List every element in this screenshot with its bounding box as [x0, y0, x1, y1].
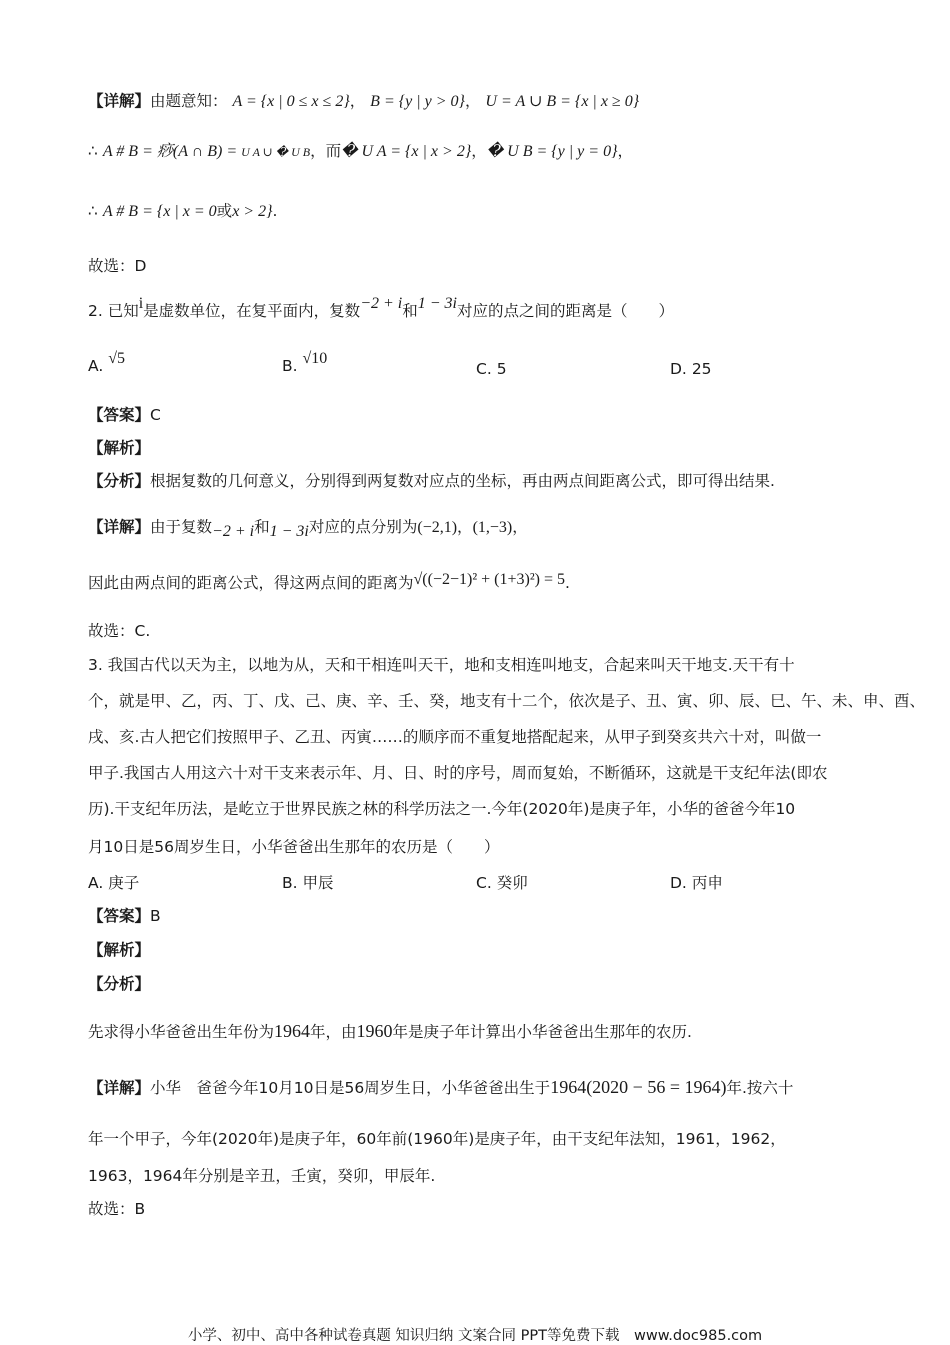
q3-option-d: [670, 872, 723, 894]
q1-set-u: U = A ∪ B = {x | x ≥ 0}: [485, 93, 640, 110]
q3-stem-line-5: 历).干支纪年历法，是屹立于世界民族之林的科学历法之一.今年(2020年)是庚子年，小华的爸爸今年10: [88, 800, 796, 818]
q3-answer: [88, 905, 161, 927]
q2-detail-z1: −2 + i: [212, 523, 255, 540]
q2-option-a-value: √5: [108, 350, 125, 367]
q2-z2: 1 − 3i: [417, 295, 457, 312]
q2-z1: −2 + i: [360, 295, 403, 312]
q2-detail-line1: [88, 516, 528, 539]
q1-line2-end: ，: [617, 142, 633, 160]
q2-fenxi-label: 【分析】: [88, 472, 151, 490]
q3-stem-line-2: 个，就是甲、乙，丙、丁、戊、己、庚、辛、壬、癸，地支有十二个，依次是子、丑、寅、卯、辰、巳、午、未、申、酉、: [88, 692, 926, 710]
q1-line2-expr4: � U B = {y | y = 0}: [486, 143, 618, 160]
q2-point-end: ，: [512, 518, 528, 536]
q3-detail-line1: [88, 1076, 793, 1099]
q3-detail-b: 年.按六十: [726, 1079, 794, 1097]
page-footer: 小学、初中、高中各种试卷真题 知识归纳 文案合同 PPT等免费下载 www.doc985.com: [187, 1328, 763, 1344]
q3-fenxi-a: 先求得小华爸爸出生年份为: [88, 1023, 275, 1041]
q2-stem-b: 是虚数单位，在复平面内，复数: [143, 302, 361, 320]
q2-dist-end: .: [564, 574, 570, 592]
q1-detail-label: 【详解】: [88, 92, 151, 110]
q2-answer: [88, 404, 161, 426]
q3-conclusion: 故选：B: [88, 1200, 146, 1218]
q2-option-b-label: B.: [282, 357, 298, 375]
q3-detail-expr: 1964(2020 − 56 = 1964): [550, 1077, 727, 1097]
q2-point-1: (−2,1): [417, 519, 458, 536]
q3-stem-line-3: 戌、亥.古人把它们按照甲子、乙丑、丙寅……的顺序而不重复地搭配起来，从甲子到癸亥共六十对，叫做一: [88, 728, 822, 746]
q3-stem-line-1: 3. 我国古代以天为主，以地为从，天和干相连叫天干，地和支相连叫地支，合起来叫天干地支.天干有十: [88, 656, 795, 674]
q1-detail-line1: [88, 90, 639, 113]
q1-sep1: ，: [349, 92, 366, 110]
q1-line3-or: 或: [216, 202, 233, 220]
q3-fenxi-text: [88, 1020, 692, 1043]
q3-detail-label: 【详解】: [88, 1079, 151, 1097]
q2-stem-c: 和: [402, 302, 418, 320]
q2-option-c-value: 5: [496, 360, 507, 378]
q3-detail-line3: 1963，1964年分别是辛丑，壬寅，癸卯，甲辰年.: [88, 1167, 436, 1185]
q3-answer-value: B: [150, 907, 161, 925]
q3-detail-line2: 年一个甲子，今年(2020年)是庚子年，60年前(1960年)是庚子年，由干支纪年法知，1961，1962，: [88, 1130, 786, 1148]
q3-stem-line-6: 月10日是56周岁生日，小华爸爸出生那年的农历是（ ）: [88, 838, 500, 856]
q1-line2-expr: A # B = 痧(A ∩ B) =: [102, 143, 242, 160]
q3-answer-label: 【答案】: [88, 907, 151, 925]
q2-answer-value: C: [150, 406, 161, 424]
q3-fenxi-b: 年，由: [310, 1023, 357, 1041]
q1-sep2: ，: [464, 92, 481, 110]
q3-option-c: [476, 872, 528, 894]
q1-line2-sep2: ，: [471, 142, 487, 160]
q2-detail-b: 和: [254, 518, 270, 536]
q2-analysis-label: 【解析】: [88, 439, 151, 457]
q2-dist-expr: √((−2−1)² + (1+3)²) = 5: [413, 571, 565, 588]
q3-option-b-label: B.: [282, 874, 298, 892]
q1-detail-line2: [88, 140, 633, 163]
q2-option-d-label: D.: [670, 360, 687, 378]
therefore-symbol: ∴: [88, 202, 98, 220]
q1-set-a: A = {x | 0 ≤ x ≤ 2}: [232, 93, 350, 110]
q1-line2-expr3: � U A = {x | x > 2}: [341, 143, 472, 160]
q1-line3-expr2: x > 2}: [232, 203, 273, 220]
q1-line3-end: .: [272, 202, 278, 220]
q3-detail-a: 小华 爸爸今年10月10日是56周岁生日，小华爸爸出生于: [150, 1079, 551, 1097]
q3-analysis-label: 【解析】: [88, 941, 151, 959]
q1-line2-sep: ，而: [310, 142, 342, 160]
q2-option-c: [476, 358, 507, 380]
q2-option-d: [670, 358, 712, 380]
q2-fenxi: [88, 470, 775, 492]
q2-answer-label: 【答案】: [88, 406, 151, 424]
q2-option-a-label: A.: [88, 357, 104, 375]
q2-conclusion: 故选：C.: [88, 622, 151, 640]
q3-fenxi-label: 【分析】: [88, 975, 151, 993]
q1-line2-expr2: U A ∪ � U B: [241, 145, 311, 159]
q2-point-sep: ，: [457, 518, 473, 536]
q2-detail-a: 由于复数: [150, 518, 213, 536]
q3-option-a-label: A.: [88, 874, 104, 892]
q2-stem: [88, 295, 675, 323]
q3-option-b: [282, 872, 334, 894]
q3-fenxi-year1: 1964: [274, 1021, 311, 1041]
q2-point-2: (1,−3): [472, 519, 513, 536]
q3-stem-line-4: 甲子.我国古人用这六十对干支来表示年、月、日、时的序号，周而复始，不断循环，这就是干支纪年法(即农: [88, 764, 828, 782]
q2-stem-i: i: [138, 295, 144, 312]
q2-detail-line2: [88, 572, 570, 595]
q1-detail-prefix: 由题意知：: [150, 92, 228, 110]
q1-line3-expr: A # B = {x | x = 0: [102, 203, 217, 220]
q2-fenxi-text: 根据复数的几何意义，分别得到两复数对应点的坐标，再由两点间距离公式，即可得出结果.: [150, 472, 775, 490]
q3-option-c-value: 癸卯: [496, 874, 528, 892]
q2-detail-label: 【详解】: [88, 518, 151, 536]
q3-option-d-label: D.: [670, 874, 687, 892]
q3-option-a-value: 庚子: [108, 874, 140, 892]
q3-option-a: [88, 872, 139, 894]
q1-detail-line3: [88, 200, 277, 223]
q3-option-c-label: C.: [476, 874, 492, 892]
q3-fenxi-year2: 1960: [356, 1021, 393, 1041]
therefore-symbol: ∴: [88, 142, 98, 160]
q3-option-d-value: 丙申: [691, 874, 723, 892]
q2-detail-c: 对应的点分别为: [308, 518, 418, 536]
q2-dist-a: 因此由两点间的距离公式，得这两点间的距离为: [88, 574, 414, 592]
q2-stem-a: 2. 已知: [88, 302, 139, 320]
q2-option-a: [88, 350, 125, 378]
q2-detail-z2: 1 − 3i: [269, 523, 309, 540]
q3-option-b-value: 甲辰: [302, 874, 334, 892]
q3-fenxi-c: 年是庚子年计算出小华爸爸出生那年的农历.: [392, 1023, 692, 1041]
q2-option-b: [282, 350, 328, 378]
q2-option-d-value: 25: [691, 360, 712, 378]
q2-stem-d: 对应的点之间的距离是（ ）: [457, 302, 675, 320]
q2-option-b-value: √10: [302, 350, 328, 367]
q2-option-c-label: C.: [476, 360, 492, 378]
q1-answer: 故选：D: [88, 257, 147, 275]
q1-set-b: B = {y | y > 0}: [370, 93, 465, 110]
